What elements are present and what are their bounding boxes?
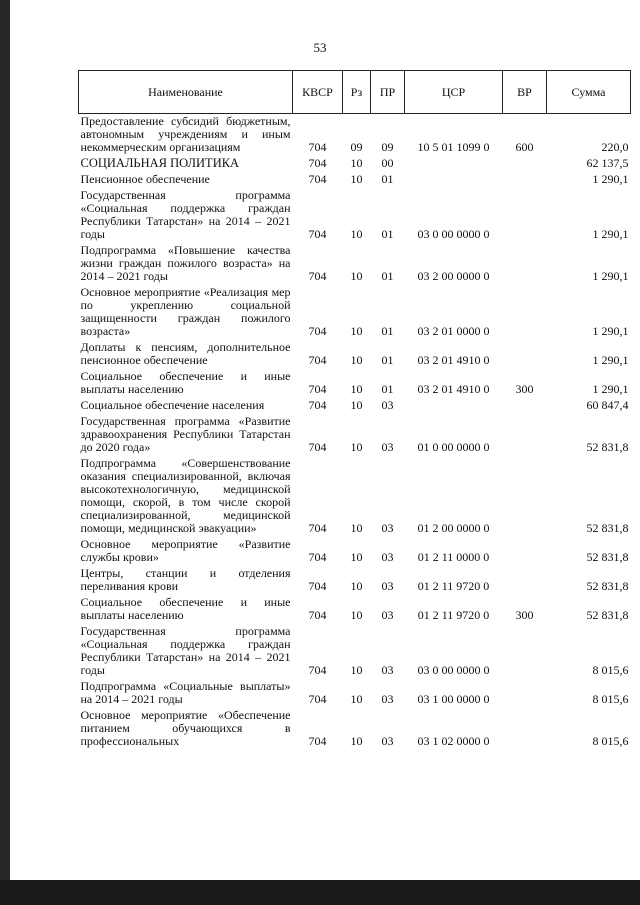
cell-name: Государственная программа «Развитие здравоохранения Республики Татарстан до 2020 года» — [80, 414, 291, 454]
cell-pr: 01 — [381, 172, 394, 186]
cell-kvsr: 704 — [308, 521, 327, 535]
cell-rz: 10 — [350, 663, 363, 677]
cell-sum: 62 137,5 — [586, 156, 629, 170]
table-header-row — [79, 71, 631, 114]
cell-sum: 60 847,4 — [586, 398, 629, 412]
cell-name: Подпрограмма «Повышение качества жизни граждан пожилого возраста» на 2014 – 2021 годы — [80, 243, 291, 283]
table-row — [79, 456, 631, 537]
cell-rz: 10 — [350, 550, 363, 564]
cell-vr — [503, 414, 547, 456]
cell-vr — [503, 566, 547, 595]
cell-rz: 10 — [350, 579, 363, 593]
cell-name: Пенсионное обеспечение — [80, 172, 210, 186]
cell-csr: 01 2 11 9720 0 — [417, 579, 490, 593]
cell-name: Социальное обеспечение населения — [80, 398, 265, 412]
header-csr: ЦСР — [405, 71, 503, 114]
cell-sum: 52 831,8 — [586, 550, 629, 564]
table-row — [79, 156, 631, 172]
cell-vr: 300 — [515, 382, 534, 396]
cell-kvsr: 704 — [308, 692, 327, 706]
cell-rz: 10 — [350, 398, 363, 412]
cell-name: Социальное обеспечение и иные выплаты населению — [80, 595, 291, 622]
cell-rz: 10 — [350, 172, 363, 186]
table-row — [79, 595, 631, 624]
cell-vr — [503, 243, 547, 285]
cell-pr: 00 — [381, 156, 394, 170]
cell-sum: 52 831,8 — [586, 579, 629, 593]
table-row — [79, 285, 631, 340]
cell-csr: 03 0 00 0000 0 — [417, 227, 490, 241]
table-row — [79, 243, 631, 285]
cell-csr: 01 0 00 0000 0 — [417, 440, 490, 454]
table-row — [79, 566, 631, 595]
cell-pr: 03 — [381, 692, 394, 706]
cell-sum: 52 831,8 — [586, 608, 629, 622]
cell-sum: 1 290,1 — [592, 382, 629, 396]
cell-kvsr: 704 — [308, 382, 327, 396]
cell-rz: 10 — [350, 521, 363, 535]
cell-name: Подпрограмма «Социальные выплаты» на 2014 – 2021 годы — [80, 679, 291, 706]
cell-kvsr: 704 — [308, 269, 327, 283]
cell-sum: 1 290,1 — [592, 172, 629, 186]
cell-pr: 03 — [381, 663, 394, 677]
cell-pr: 01 — [381, 227, 394, 241]
cell-kvsr: 704 — [308, 324, 327, 338]
cell-csr: 03 2 01 4910 0 — [417, 382, 490, 396]
cell-sum: 8 015,6 — [592, 663, 629, 677]
cell-name: СОЦИАЛЬНАЯ ПОЛИТИКА — [80, 156, 240, 170]
cell-name: Основное мероприятие «Развитие службы крови» — [80, 537, 291, 564]
cell-vr — [503, 285, 547, 340]
cell-rz: 10 — [350, 440, 363, 454]
cell-pr: 03 — [381, 521, 394, 535]
table-row — [79, 537, 631, 566]
header-kvsr: КВСР — [293, 71, 343, 114]
cell-sum: 1 290,1 — [592, 227, 629, 241]
cell-kvsr: 704 — [308, 227, 327, 241]
cell-csr: 03 2 01 4910 0 — [417, 353, 490, 367]
cell-kvsr: 704 — [308, 440, 327, 454]
cell-pr: 03 — [381, 398, 394, 412]
table-row — [79, 188, 631, 243]
cell-rz: 10 — [350, 734, 363, 748]
cell-csr: 03 2 00 0000 0 — [417, 269, 490, 283]
cell-vr — [503, 679, 547, 708]
header-name: Наименование — [79, 71, 293, 114]
header-sum: Сумма — [547, 71, 631, 114]
cell-kvsr: 704 — [308, 398, 327, 412]
table-row — [79, 708, 631, 750]
cell-sum: 220,0 — [601, 140, 629, 154]
cell-name: Социальное обеспечение и иные выплаты населению — [80, 369, 291, 396]
table-row — [79, 398, 631, 414]
table-row — [79, 624, 631, 679]
cell-pr: 01 — [381, 353, 394, 367]
cell-csr: 03 1 00 0000 0 — [417, 692, 490, 706]
cell-csr: 01 2 11 0000 0 — [417, 550, 490, 564]
budget-table — [78, 70, 631, 750]
cell-name: Доплаты к пенсиям, дополнительное пенсионное обеспечение — [80, 340, 291, 367]
cell-name: Государственная программа «Социальная поддержка граждан Республики Татарстан» на 2014 – 2021 годы — [80, 624, 291, 677]
page-number: 53 — [313, 40, 327, 55]
cell-sum: 52 831,8 — [586, 521, 629, 535]
header-pr: ПР — [371, 71, 405, 114]
cell-name: Предоставление субсидий бюджетным, автономным учреждениям и иным некоммерческим организациям — [80, 114, 291, 154]
cell-pr: 01 — [381, 324, 394, 338]
cell-rz: 10 — [350, 692, 363, 706]
cell-pr: 03 — [381, 734, 394, 748]
cell-rz: 10 — [350, 353, 363, 367]
cell-kvsr: 704 — [308, 734, 327, 748]
cell-pr: 01 — [381, 382, 394, 396]
cell-rz: 10 — [350, 324, 363, 338]
cell-name: Центры, станции и отделения переливания крови — [80, 566, 291, 593]
cell-pr: 03 — [381, 550, 394, 564]
cell-csr: 03 1 02 0000 0 — [417, 734, 490, 748]
cell-vr: 600 — [515, 140, 534, 154]
cell-pr: 03 — [381, 608, 394, 622]
cell-rz: 10 — [350, 227, 363, 241]
cell-csr: 03 2 01 0000 0 — [417, 324, 490, 338]
cell-name: Основное мероприятие «Обеспечение питанием обучающихся в профессиональных — [80, 708, 291, 748]
cell-vr — [503, 398, 547, 414]
cell-sum: 1 290,1 — [592, 324, 629, 338]
cell-pr: 03 — [381, 440, 394, 454]
cell-vr — [503, 156, 547, 172]
table-row — [79, 679, 631, 708]
cell-pr: 09 — [381, 140, 394, 154]
cell-kvsr: 704 — [308, 353, 327, 367]
cell-pr: 01 — [381, 269, 394, 283]
cell-sum: 1 290,1 — [592, 269, 629, 283]
table-row — [79, 172, 631, 188]
cell-kvsr: 704 — [308, 156, 327, 170]
cell-rz: 10 — [350, 382, 363, 396]
cell-name: Основное мероприятие «Реализация мер по укреплению социальной защищенности граждан пожилого возраста» — [80, 285, 291, 338]
cell-vr — [503, 537, 547, 566]
cell-rz: 09 — [350, 140, 363, 154]
header-rz: Рз — [343, 71, 371, 114]
cell-vr: 300 — [515, 608, 534, 622]
cell-kvsr: 704 — [308, 663, 327, 677]
cell-vr — [503, 172, 547, 188]
table-row — [79, 114, 631, 157]
cell-rz: 10 — [350, 156, 363, 170]
scan-left-edge — [0, 0, 10, 905]
cell-sum: 52 831,8 — [586, 440, 629, 454]
cell-vr — [503, 456, 547, 537]
cell-sum: 1 290,1 — [592, 353, 629, 367]
cell-kvsr: 704 — [308, 550, 327, 564]
cell-rz: 10 — [350, 608, 363, 622]
cell-sum: 8 015,6 — [592, 734, 629, 748]
cell-csr — [405, 156, 503, 172]
cell-vr — [503, 624, 547, 679]
cell-name: Подпрограмма «Совершенствование оказания специализированной, включая высокотехнологичную, медицинской помощи, скорой, в том числе скорой специализированной, медицинской помощи, медицинской эвакуации» — [80, 456, 291, 535]
cell-csr: 03 0 00 0000 0 — [417, 663, 490, 677]
cell-csr: 01 2 00 0000 0 — [417, 521, 490, 535]
cell-pr: 03 — [381, 579, 394, 593]
cell-csr — [405, 172, 503, 188]
cell-vr — [503, 188, 547, 243]
cell-name: Государственная программа «Социальная поддержка граждан Республики Татарстан» на 2014 – 2021 годы — [80, 188, 291, 241]
cell-csr: 10 5 01 1099 0 — [417, 140, 490, 154]
cell-kvsr: 704 — [308, 172, 327, 186]
cell-csr: 01 2 11 9720 0 — [417, 608, 490, 622]
scan-bottom-edge — [0, 880, 640, 905]
table-row — [79, 340, 631, 369]
header-vr: ВР — [503, 71, 547, 114]
cell-kvsr: 704 — [308, 579, 327, 593]
cell-rz: 10 — [350, 269, 363, 283]
table-row — [79, 414, 631, 456]
cell-sum: 8 015,6 — [592, 692, 629, 706]
cell-kvsr: 704 — [308, 140, 327, 154]
cell-vr — [503, 340, 547, 369]
table-row — [79, 369, 631, 398]
cell-kvsr: 704 — [308, 608, 327, 622]
cell-csr — [405, 398, 503, 414]
cell-vr — [503, 708, 547, 750]
